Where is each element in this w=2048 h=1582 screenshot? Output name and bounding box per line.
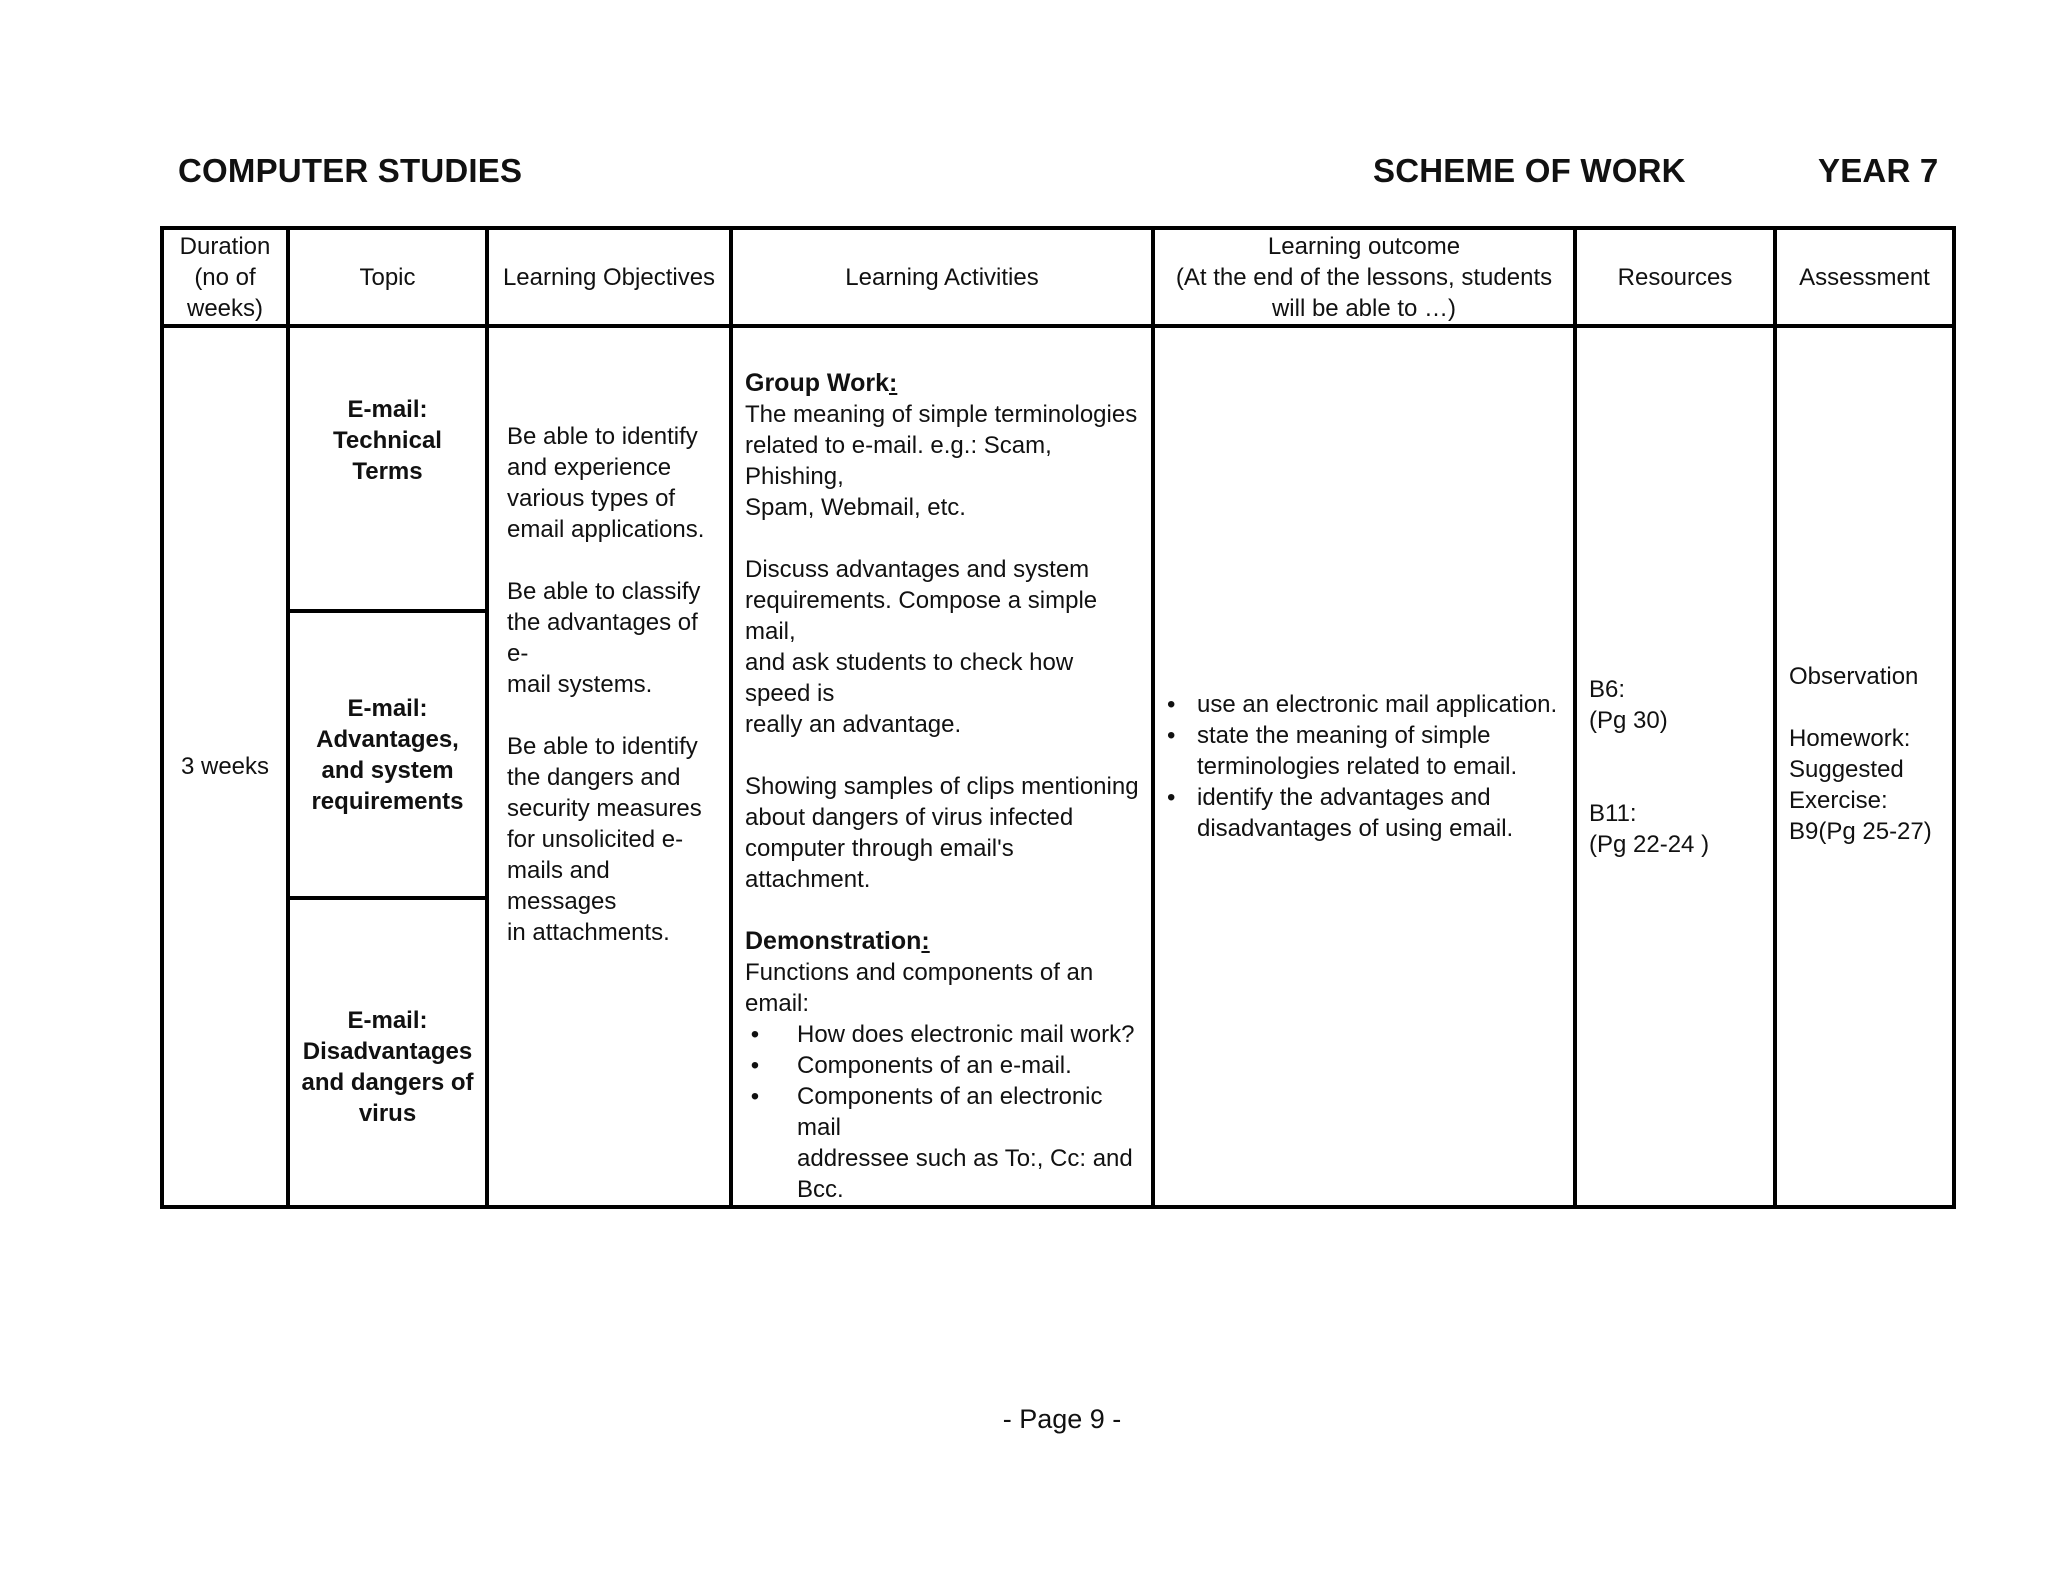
topic-technical-terms: E-mail: Technical Terms bbox=[288, 326, 487, 611]
resources-cell: B6: (Pg 30) B11: (Pg 22-24 ) bbox=[1575, 326, 1775, 1207]
header-row bbox=[162, 228, 1954, 326]
col-assessment: Assessment bbox=[1775, 228, 1954, 326]
objective-item: Be able to identify the dangers and security measures for unsolicited e- mails and messages in attachments. bbox=[507, 733, 702, 946]
demonstration-list bbox=[745, 1019, 1139, 1205]
col-objectives: Learning Objectives bbox=[487, 228, 731, 326]
topic-advantages: E-mail: Advantages, and system requirements bbox=[288, 611, 487, 898]
list-item: • use an electronic mail application. bbox=[1197, 689, 1563, 720]
document-title: SCHEME OF WORK bbox=[1373, 152, 1686, 189]
demonstration-heading: Demonstration: bbox=[745, 927, 930, 955]
list-item: • Components of an electronic mail addressee such as To:, Cc: and Bcc. bbox=[797, 1081, 1139, 1205]
topic-disadvantages: E-mail: Disadvantages and dangers of virus bbox=[288, 898, 487, 1207]
activity-discuss: Discuss advantages and system requirements. Compose a simple mail, and ask students to check how speed is really an advantage. bbox=[745, 556, 1098, 738]
objectives-cell bbox=[487, 326, 731, 1207]
col-outcome: Learning outcome (At the end of the lessons, students will be able to …) bbox=[1153, 228, 1575, 326]
subject-heading: COMPUTER STUDIES bbox=[178, 152, 523, 189]
col-resources: Resources bbox=[1575, 228, 1775, 326]
outcome-cell bbox=[1153, 326, 1575, 1207]
col-topic: Topic bbox=[288, 228, 487, 326]
duration-cell: 3 weeks bbox=[162, 326, 288, 1207]
activities-cell: Group Work: The meaning of simple terminologies related to e-mail. e.g.: Scam, Phishing, Spam, Webmail, etc. Discuss advantages and system requirements. Compose a simple mail, and ask students to check how speed is really an advantage. Showing samples of clips mentioning about dangers of virus infected computer through email's attachment. Demonstration: Functions and components of an email: • How does electronic mail work? • Components of an e-mail. • Components of an electronic mail addressee such as To:, Cc: and Bcc. bbox=[731, 326, 1153, 1207]
outcome-list bbox=[1165, 689, 1563, 844]
table-row bbox=[162, 326, 1954, 611]
year-label: YEAR 7 bbox=[1818, 152, 1939, 189]
col-duration: Duration (no of weeks) bbox=[162, 228, 288, 326]
group-work-heading: Group Work: bbox=[745, 369, 898, 397]
list-item: • Components of an e-mail. bbox=[797, 1050, 1139, 1081]
list-item: • identify the advantages and disadvantages of using email. bbox=[1197, 782, 1563, 844]
list-item: • How does electronic mail work? bbox=[797, 1019, 1139, 1050]
scheme-of-work-table bbox=[160, 226, 1956, 1209]
assessment-cell: Observation Homework: Suggested Exercise: B9(Pg 25-27) bbox=[1775, 326, 1954, 1207]
objective-item: Be able to classify the advantages of e- mail systems. bbox=[507, 578, 701, 698]
activity-clips: Showing samples of clips mentioning about dangers of virus infected computer through email's attachment. bbox=[745, 773, 1139, 893]
objective-item: Be able to identify and experience various types of email applications. bbox=[507, 423, 705, 543]
list-item: • state the meaning of simple terminologies related to email. bbox=[1197, 720, 1563, 782]
col-activities: Learning Activities bbox=[731, 228, 1153, 326]
page-number: - Page 9 - bbox=[1002, 1404, 1122, 1434]
